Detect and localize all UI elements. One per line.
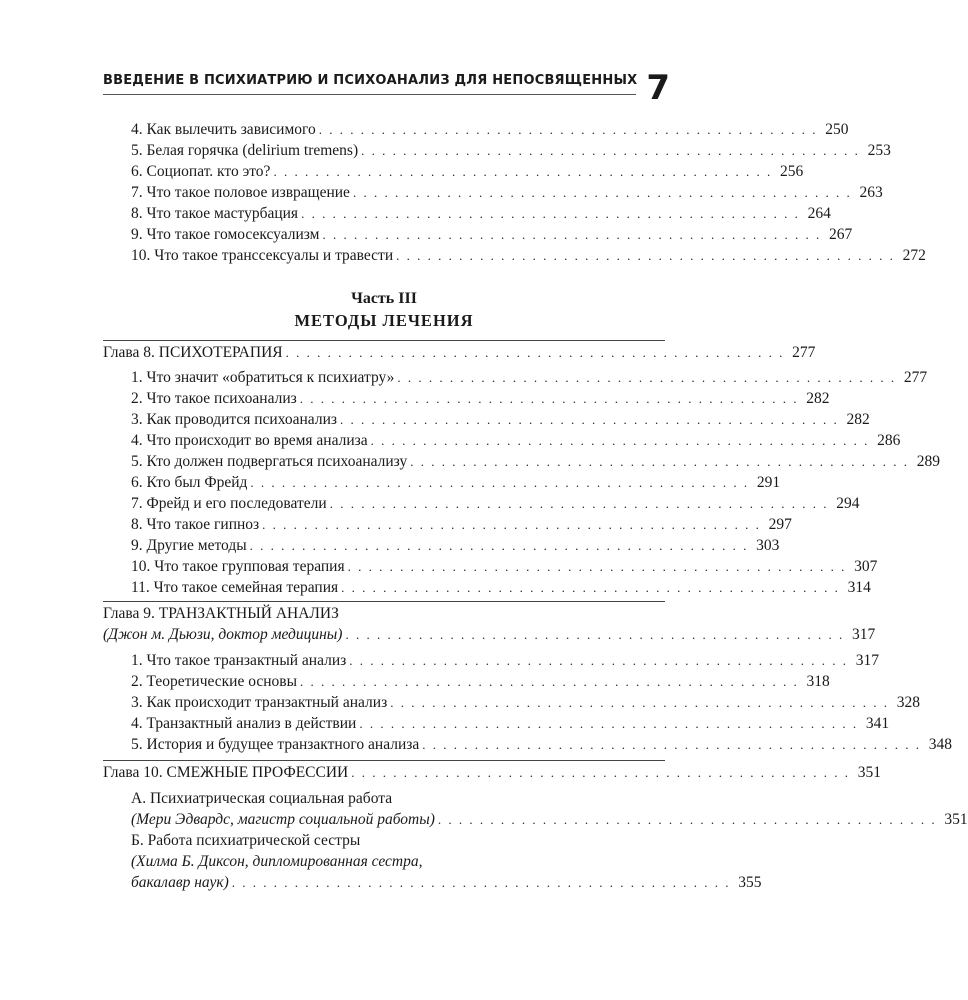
toc-item-label: 3. Как происходит транзактный анализ: [131, 694, 388, 711]
toc-item[interactable]: [131, 389, 830, 409]
toc-item[interactable]: [131, 494, 860, 514]
toc-item[interactable]: [131, 515, 792, 535]
toc-item[interactable]: [131, 225, 853, 245]
toc-item-page: 282: [846, 411, 870, 428]
leader-dots: . . . . . . . . . . . . . . . . . . . . . . . . . . . . . . . . . . . . . . . . . . . . . . . .: [361, 143, 860, 158]
toc-item[interactable]: [131, 672, 830, 692]
leader-dots: . . . . . . . . . . . . . . . . . . . . . . . . . . . . . . . . . . . . . . . . . . . . . . . .: [341, 580, 840, 595]
leader-dots: . . . . . . . . . . . . . . . . . . . . . . . . . . . . . . . . . . . . . . . . . . . . . . . .: [299, 391, 799, 406]
toc-item[interactable]: [131, 735, 952, 755]
part-title: МЕТОДЫ ЛЕЧЕНИЯ: [294, 311, 474, 330]
leader-dots: . . . . . . . . . . . . . . . . . . . . . . . . . . . . . . . . . . . . . . . . . . . . . . . .: [397, 370, 897, 385]
toc-item[interactable]: [131, 141, 891, 161]
toc-item-page: 341: [865, 715, 890, 732]
leader-dots: . . . . . . . . . . . . . . . . . . . . . . . . . . . . . . . . . . . . . . . . . . . . . . . .: [396, 248, 895, 263]
toc-item-page: 348: [928, 736, 952, 753]
chapter-author: (Джон м. Дьюзи, доктор медицины): [103, 626, 343, 643]
toc-item-page: 272: [902, 247, 926, 264]
leader-dots: . . . . . . . . . . . . . . . . . . . . . . . . . . . . . . . . . . . . . . . . . . . . . . . .: [437, 812, 937, 827]
toc-item[interactable]: [131, 557, 878, 577]
toc-item-label: 5. История и будущее транзактного анализа: [131, 736, 420, 753]
part-label: Часть III: [351, 290, 417, 307]
leader-dots: . . . . . . . . . . . . . . . . . . . . . . . . . . . . . . . . . . . . . . . . . . . . . . . .: [322, 227, 822, 242]
subsection-a-entry[interactable]: [131, 810, 968, 830]
toc-item-label: 9. Другие методы: [131, 537, 247, 554]
toc-item-label: 4. Что происходит во время анализа: [131, 432, 368, 449]
page-number: 7: [646, 68, 670, 108]
chapter-page: 317: [851, 626, 876, 643]
toc-item-page: 294: [836, 495, 860, 512]
toc-item-page: 303: [756, 537, 780, 554]
toc-item-label: 8. Что такое гипноз: [131, 516, 260, 533]
chapter-9-entry[interactable]: [103, 625, 876, 645]
toc-item-label: 5. Белая горячка (delirium tremens): [131, 142, 359, 159]
toc-item-label: 10. Что такое групповая терапия: [131, 558, 345, 575]
subsection-author: (Мери Эдвардс, магистр социальной работы): [131, 811, 435, 828]
leader-dots: . . . . . . . . . . . . . . . . . . . . . . . . . . . . . . . . . . . . . . . . . . . . . . . .: [249, 538, 749, 553]
toc-item-page: 250: [825, 121, 849, 138]
chapter-rule: [103, 340, 665, 341]
toc-item-page: 253: [867, 142, 891, 159]
toc-item-label: 8. Что такое мастурбация: [131, 205, 299, 222]
book-title: ВВЕДЕНИЕ В ПСИХИАТРИЮ И ПСИХОАНАЛИЗ ДЛЯ НЕПОСВЯЩЕННЫХ: [103, 73, 638, 88]
toc-item-label: 7. Фрейд и его последователи: [131, 495, 327, 512]
toc-item-label: 11. Что такое семейная терапия: [131, 579, 339, 596]
chapter-rule: [103, 601, 665, 602]
toc-item-label: 1. Что такое транзактный анализ: [131, 652, 347, 669]
subsection-page: 355: [738, 874, 762, 891]
toc-item-label: 6. Кто был Фрейд: [131, 474, 248, 491]
leader-dots: . . . . . . . . . . . . . . . . . . . . . . . . . . . . . . . . . . . . . . . . . . . . . . . .: [329, 496, 829, 511]
toc-item[interactable]: [131, 120, 849, 140]
toc-item-page: 267: [829, 226, 853, 243]
toc-item-label: 5. Кто должен подвергаться психоанализу: [131, 453, 408, 470]
toc-item-page: 291: [756, 474, 781, 491]
toc-item-page: 289: [916, 453, 940, 470]
leader-dots: . . . . . . . . . . . . . . . . . . . . . . . . . . . . . . . . . . . . . . . . . . . . . . . .: [345, 627, 845, 642]
toc-item[interactable]: [131, 693, 920, 713]
toc-item-label: 3. Как проводится психоанализ: [131, 411, 337, 428]
subsection-author: бакалавр наук): [131, 874, 229, 891]
leader-dots: . . . . . . . . . . . . . . . . . . . . . . . . . . . . . . . . . . . . . . . . . . . . . . . .: [318, 122, 818, 137]
toc-item-label: 2. Теоретические основы: [131, 673, 298, 690]
leader-dots: . . . . . . . . . . . . . . . . . . . . . . . . . . . . . . . . . . . . . . . . . . . . . . . .: [262, 517, 761, 532]
chapter-title: Глава 8. ПСИХОТЕРАПИЯ: [103, 344, 283, 361]
toc-item[interactable]: [131, 204, 831, 224]
toc-item-page: 256: [779, 163, 804, 180]
leader-dots: . . . . . . . . . . . . . . . . . . . . . . . . . . . . . . . . . . . . . . . . . . . . . . . .: [351, 765, 850, 780]
leader-dots: . . . . . . . . . . . . . . . . . . . . . . . . . . . . . . . . . . . . . . . . . . . . . . . .: [390, 695, 889, 710]
toc-item-label: 1. Что значит «обратиться к психиатру»: [131, 369, 395, 386]
toc-item[interactable]: [131, 162, 804, 182]
toc-item-page: 318: [806, 673, 830, 690]
toc-item-page: 282: [806, 390, 830, 407]
running-header: [103, 68, 670, 110]
toc-item-page: 317: [855, 652, 880, 669]
toc-item-page: 263: [859, 184, 883, 201]
chapter-8-entry[interactable]: [103, 343, 816, 363]
toc-item-label: 4. Транзактный анализ в действии: [131, 715, 357, 732]
leader-dots: . . . . . . . . . . . . . . . . . . . . . . . . . . . . . . . . . . . . . . . . . . . . . . . .: [273, 164, 773, 179]
chapter-page: 351: [857, 764, 881, 781]
leader-dots: . . . . . . . . . . . . . . . . . . . . . . . . . . . . . . . . . . . . . . . . . . . . . . . .: [347, 559, 847, 574]
toc-item[interactable]: [131, 368, 928, 388]
toc-item[interactable]: [131, 714, 890, 734]
subsection-a-title[interactable]: А. Психиатрическая социальная работа: [131, 790, 393, 807]
subsection-b-entry[interactable]: [131, 873, 762, 893]
toc-item-label: 9. Что такое гомосексуализм: [131, 226, 320, 243]
chapter-9-title[interactable]: Глава 9. ТРАНЗАКТНЫЙ АНАЛИЗ: [103, 605, 339, 622]
leader-dots: . . . . . . . . . . . . . . . . . . . . . . . . . . . . . . . . . . . . . . . . . . . . . . . .: [370, 433, 870, 448]
leader-dots: . . . . . . . . . . . . . . . . . . . . . . . . . . . . . . . . . . . . . . . . . . . . . . . .: [349, 653, 849, 668]
toc-item[interactable]: [131, 431, 901, 451]
toc-item[interactable]: [131, 246, 926, 266]
toc-item-page: 297: [768, 516, 792, 533]
chapter-title: Глава 10. СМЕЖНЫЕ ПРОФЕССИИ: [103, 764, 349, 781]
chapter-page: 277: [792, 344, 816, 361]
toc-item-page: 277: [903, 369, 928, 386]
toc-item[interactable]: [131, 578, 871, 598]
toc-item-label: 2. Что такое психоанализ: [131, 390, 297, 407]
subsection-page: 351: [944, 811, 968, 828]
toc-item[interactable]: [131, 410, 870, 430]
header-rule: [103, 94, 636, 95]
toc-item-label: 7. Что такое половое извращение: [131, 184, 350, 201]
toc-item-page: 286: [877, 432, 901, 449]
toc-item[interactable]: [131, 651, 880, 671]
toc-item[interactable]: [131, 473, 781, 493]
toc-item-label: 6. Социопат. кто это?: [131, 163, 271, 180]
subsection-b-title[interactable]: Б. Работа психиатрической сестры: [131, 832, 361, 849]
leader-dots: . . . . . . . . . . . . . . . . . . . . . . . . . . . . . . . . . . . . . . . . . . . . . . . .: [352, 185, 852, 200]
chapter-rule: [103, 760, 665, 761]
leader-dots: . . . . . . . . . . . . . . . . . . . . . . . . . . . . . . . . . . . . . . . . . . . . . . . .: [300, 674, 799, 689]
toc-item-page: 307: [854, 558, 878, 575]
leader-dots: . . . . . . . . . . . . . . . . . . . . . . . . . . . . . . . . . . . . . . . . . . . . . . . .: [359, 716, 859, 731]
chapter-10-entry[interactable]: [103, 763, 881, 783]
toc-item-page: 314: [847, 579, 871, 596]
leader-dots: . . . . . . . . . . . . . . . . . . . . . . . . . . . . . . . . . . . . . . . . . . . . . . . .: [285, 345, 785, 360]
toc-item[interactable]: [131, 536, 780, 556]
leader-dots: . . . . . . . . . . . . . . . . . . . . . . . . . . . . . . . . . . . . . . . . . . . . . . . .: [410, 454, 909, 469]
toc-item[interactable]: [131, 183, 883, 203]
toc-item-label: 4. Как вылечить зависимого: [131, 121, 316, 138]
leader-dots: . . . . . . . . . . . . . . . . . . . . . . . . . . . . . . . . . . . . . . . . . . . . . . . .: [231, 875, 731, 890]
toc-item[interactable]: [131, 452, 940, 472]
toc-item-page: 328: [896, 694, 920, 711]
leader-dots: . . . . . . . . . . . . . . . . . . . . . . . . . . . . . . . . . . . . . . . . . . . . . . . .: [250, 475, 750, 490]
leader-dots: . . . . . . . . . . . . . . . . . . . . . . . . . . . . . . . . . . . . . . . . . . . . . . . .: [422, 737, 921, 752]
leader-dots: . . . . . . . . . . . . . . . . . . . . . . . . . . . . . . . . . . . . . . . . . . . . . . . .: [339, 412, 839, 427]
toc-item-page: 264: [807, 205, 831, 222]
leader-dots: . . . . . . . . . . . . . . . . . . . . . . . . . . . . . . . . . . . . . . . . . . . . . . . .: [301, 206, 800, 221]
toc-item-label: 10. Что такое транссексуалы и травести: [131, 247, 394, 264]
subsection-b-author: (Хилма Б. Диксон, дипломированная сестра,: [131, 853, 423, 870]
